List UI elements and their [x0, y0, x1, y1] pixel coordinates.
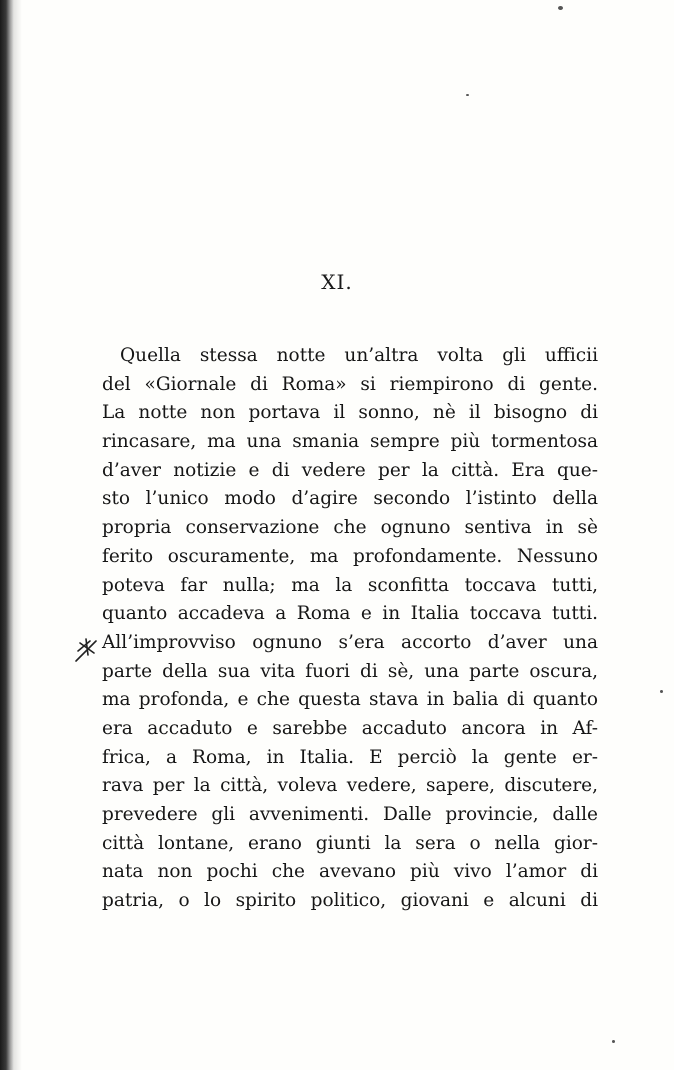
text-line: poteva far nulla; ma la sconfitta toccava tutti, — [102, 574, 598, 596]
text-line: prevedere gli avvenimenti. Dalle provincie, dalle — [102, 804, 598, 825]
binding-edge — [0, 0, 14, 1070]
chapter-heading: XI. — [321, 270, 353, 294]
text-line: parte della sua vita fuori di sè, una parte oscura, — [102, 660, 598, 682]
text-line: ferito oscuramente, ma profondamente. Nessuno — [102, 545, 598, 567]
paragraph — [102, 342, 598, 916]
text-line: La notte non portava il sonno, nè il bisogno di — [102, 402, 598, 424]
text-line: città lontane, erano giunti la sera o nella gior- — [102, 832, 598, 854]
text-line: era accaduto e sarebbe accaduto ancora in Af- — [102, 717, 598, 739]
text-line: Quella stessa notte un’altra volta gli ufficii — [120, 345, 598, 366]
text-line: rava per la città, voleva vedere, sapere, discutere, — [102, 775, 598, 797]
text-line: quanto accadeva a Roma e in Italia toccava tutti. — [102, 603, 598, 625]
text-line: ma profonda, e che questa stava in balia di quanto — [102, 689, 598, 711]
paper-speck — [558, 6, 563, 10]
text-line: frica, a Roma, in Italia. E perciò la gente er- — [102, 746, 598, 768]
text-line: patria, o lo spirito politico, giovani e alcuni di — [102, 890, 598, 912]
binding-shadow — [14, 0, 22, 1070]
text-line: sto l’unico modo d’agire secondo l’istinto della — [102, 488, 598, 510]
paper-speck — [466, 94, 469, 96]
text-line: propria conservazione che ognuno sentiva in sè — [102, 517, 598, 539]
text-line: nata non pochi che avevano più vivo l’amor di — [102, 861, 598, 883]
paper-speck — [660, 690, 663, 693]
paper-speck — [612, 1040, 615, 1043]
text-line: All’improvviso ognuno s’era accorto d’aver una — [102, 631, 598, 653]
asterisk-pen-mark-icon — [74, 637, 100, 663]
text-line: del «Giornale di Roma» si riempirono di gente. — [102, 373, 598, 395]
text-line: d’aver notizie e di vedere per la città. Era que- — [102, 459, 598, 481]
text-line: rincasare, ma una smania sempre più tormentosa — [102, 431, 598, 453]
